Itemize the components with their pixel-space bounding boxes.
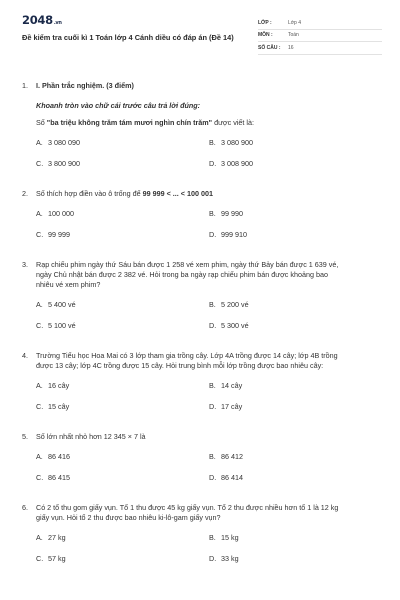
question-number: 5. [22, 431, 28, 441]
option-c[interactable] [36, 554, 209, 576]
option-text: 14 cây [221, 380, 243, 390]
question-text [36, 503, 382, 523]
options [22, 381, 382, 424]
option-letter: C. [36, 321, 44, 330]
option-c[interactable] [36, 473, 209, 495]
meta-value: Toán [288, 32, 299, 39]
option-a[interactable] [36, 452, 209, 474]
option-a[interactable] [36, 300, 209, 322]
meta-panel [258, 17, 382, 55]
options [22, 452, 382, 495]
meta-label: SỐ CÂU : [258, 44, 281, 51]
option-text: 17 cây [221, 402, 243, 411]
text-part: Số [36, 117, 47, 127]
option-text: 86 414 [221, 473, 243, 482]
option-text: 3 008 900 [221, 159, 253, 168]
options [22, 533, 382, 576]
option-text: 5 300 vé [221, 321, 249, 330]
option-text: 16 cây [48, 380, 70, 390]
option-d[interactable] [209, 321, 382, 343]
option-letter: C. [36, 554, 44, 563]
option-text: 99 990 [221, 208, 243, 218]
question-1 [22, 81, 382, 181]
option-text: 99 999 [48, 230, 70, 239]
text-line: Có 2 tổ thu gom giấy vụn. Tổ 1 thu được 45 kg giấy vụn. Tổ 2 thu được nhiều hơn tổ 1 là 12 kg [36, 502, 339, 512]
option-c[interactable] [36, 159, 209, 181]
question-text [22, 118, 382, 128]
options [22, 138, 382, 181]
text-line: Trường Tiểu học Hoa Mai có 3 lớp tham gia trồng cây. Lớp 4A trồng được 14 cây; lớp 4B trồng [36, 350, 338, 360]
option-text: 86 412 [221, 451, 243, 461]
option-letter: A. [36, 532, 43, 542]
question-text [36, 351, 382, 371]
option-d[interactable] [209, 473, 382, 495]
option-a[interactable] [36, 138, 209, 160]
option-a[interactable] [36, 381, 209, 403]
question-text [36, 260, 382, 290]
option-b[interactable] [209, 381, 382, 403]
option-b[interactable] [209, 452, 382, 474]
option-c[interactable] [36, 402, 209, 424]
meta-row-subject [258, 30, 382, 43]
option-text: 86 416 [48, 451, 70, 461]
text-line: Rạp chiếu phim ngày thứ Sáu bán được 1 258 vé xem phim, ngày thứ Bảy bán được 1 639 vé, [36, 259, 339, 269]
text-part: Số thích hợp điền vào ô trống để [36, 188, 143, 198]
meta-row-count [258, 42, 382, 55]
meta-label: MÔN : [258, 32, 273, 39]
option-letter: A. [36, 208, 43, 218]
option-b[interactable] [209, 533, 382, 555]
text-line: được 13 cây; lớp 4C trồng được 15 cây. Hỏi trung bình mỗi lớp trồng được bao nhiêu cây: [36, 360, 324, 370]
question-number: 3. [22, 259, 28, 269]
meta-row-class [258, 17, 382, 30]
option-c[interactable] [36, 230, 209, 252]
meta-value: 16 [288, 44, 294, 51]
option-letter: A. [36, 137, 43, 147]
question-list [22, 81, 382, 576]
option-d[interactable] [209, 554, 382, 576]
option-letter: B. [209, 137, 216, 147]
option-text: 5 200 vé [221, 299, 249, 309]
instruction: Khoanh tròn vào chữ cái trước câu trả lời đúng: [36, 100, 201, 110]
question-5 [22, 432, 382, 495]
option-letter: A. [36, 451, 43, 461]
meta-label: LỚP : [258, 19, 272, 26]
option-a[interactable] [36, 209, 209, 231]
option-letter: A. [36, 380, 43, 390]
question-number: 2. [22, 188, 28, 198]
question-4 [22, 351, 382, 424]
section-heading: I. Phần trắc nghiệm. (3 điểm) [36, 80, 134, 90]
option-b[interactable] [209, 138, 382, 160]
options [22, 300, 382, 343]
meta-value: Lớp 4 [288, 19, 302, 26]
option-text: 33 kg [221, 554, 239, 563]
text-line: nhiêu vé xem phim? [36, 279, 101, 289]
option-letter: B. [209, 532, 216, 542]
option-letter: C. [36, 473, 44, 482]
option-letter: B. [209, 451, 216, 461]
option-letter: B. [209, 208, 216, 218]
text-part: được viết là: [212, 117, 254, 127]
question-number: 6. [22, 502, 28, 512]
option-a[interactable] [36, 533, 209, 555]
option-d[interactable] [209, 159, 382, 181]
option-letter: D. [209, 473, 217, 482]
option-text: 15 kg [221, 532, 239, 542]
option-letter: A. [36, 299, 43, 309]
options [22, 209, 382, 252]
option-text: 57 kg [48, 554, 66, 563]
question-number: 4. [22, 350, 28, 360]
option-letter: D. [209, 159, 217, 168]
option-text: 100 000 [48, 208, 74, 218]
option-b[interactable] [209, 209, 382, 231]
option-text: 5 100 vé [48, 321, 76, 330]
option-letter: D. [209, 554, 217, 563]
option-letter: C. [36, 402, 44, 411]
logo-text: 2048 [22, 13, 53, 27]
option-letter: B. [209, 380, 216, 390]
question-3 [22, 260, 382, 343]
text-emphasis: 99 999 < ... < 100 001 [142, 188, 213, 198]
page-title: Đề kiểm tra cuối kì 1 Toán lớp 4 Cánh diều có đáp án (Đề 14) [22, 33, 234, 42]
question-text: Số lớn nhất nhỏ hơn 12 345 × 7 là [36, 431, 146, 441]
option-letter: D. [209, 230, 217, 239]
option-text: 5 400 vé [48, 299, 76, 309]
question-6 [22, 503, 382, 576]
text-line: giấy vụn. Hỏi tổ 2 thu được bao nhiêu ki-lô-gam giấy vụn? [36, 512, 221, 522]
option-letter: D. [209, 321, 217, 330]
option-letter: C. [36, 159, 44, 168]
option-text: 999 910 [221, 230, 247, 239]
option-text: 3 080 900 [221, 137, 253, 147]
question-2 [22, 189, 382, 252]
text-emphasis: "ba triệu không trăm tám mươi nghìn chín trăm" [46, 117, 213, 127]
option-d[interactable] [209, 230, 382, 252]
option-text: 86 415 [48, 473, 70, 482]
option-d[interactable] [209, 402, 382, 424]
text-line: ngày Chủ nhật bán được 2 382 vé. Hỏi trong ba ngày rạp chiếu phim bán được khoảng bao [36, 269, 328, 279]
option-text: 27 kg [48, 532, 66, 542]
option-letter: D. [209, 402, 217, 411]
logo-suffix: .vn [53, 20, 62, 26]
question-number: 1. [22, 80, 28, 90]
option-text: 3 080 090 [48, 137, 80, 147]
option-c[interactable] [36, 321, 209, 343]
question-text [36, 189, 382, 199]
option-text: 3 800 900 [48, 159, 80, 168]
header [22, 14, 382, 55]
option-letter: C. [36, 230, 44, 239]
option-letter: B. [209, 299, 216, 309]
option-b[interactable] [209, 300, 382, 322]
site-logo[interactable] [22, 14, 250, 29]
option-text: 15 cây [48, 402, 70, 411]
